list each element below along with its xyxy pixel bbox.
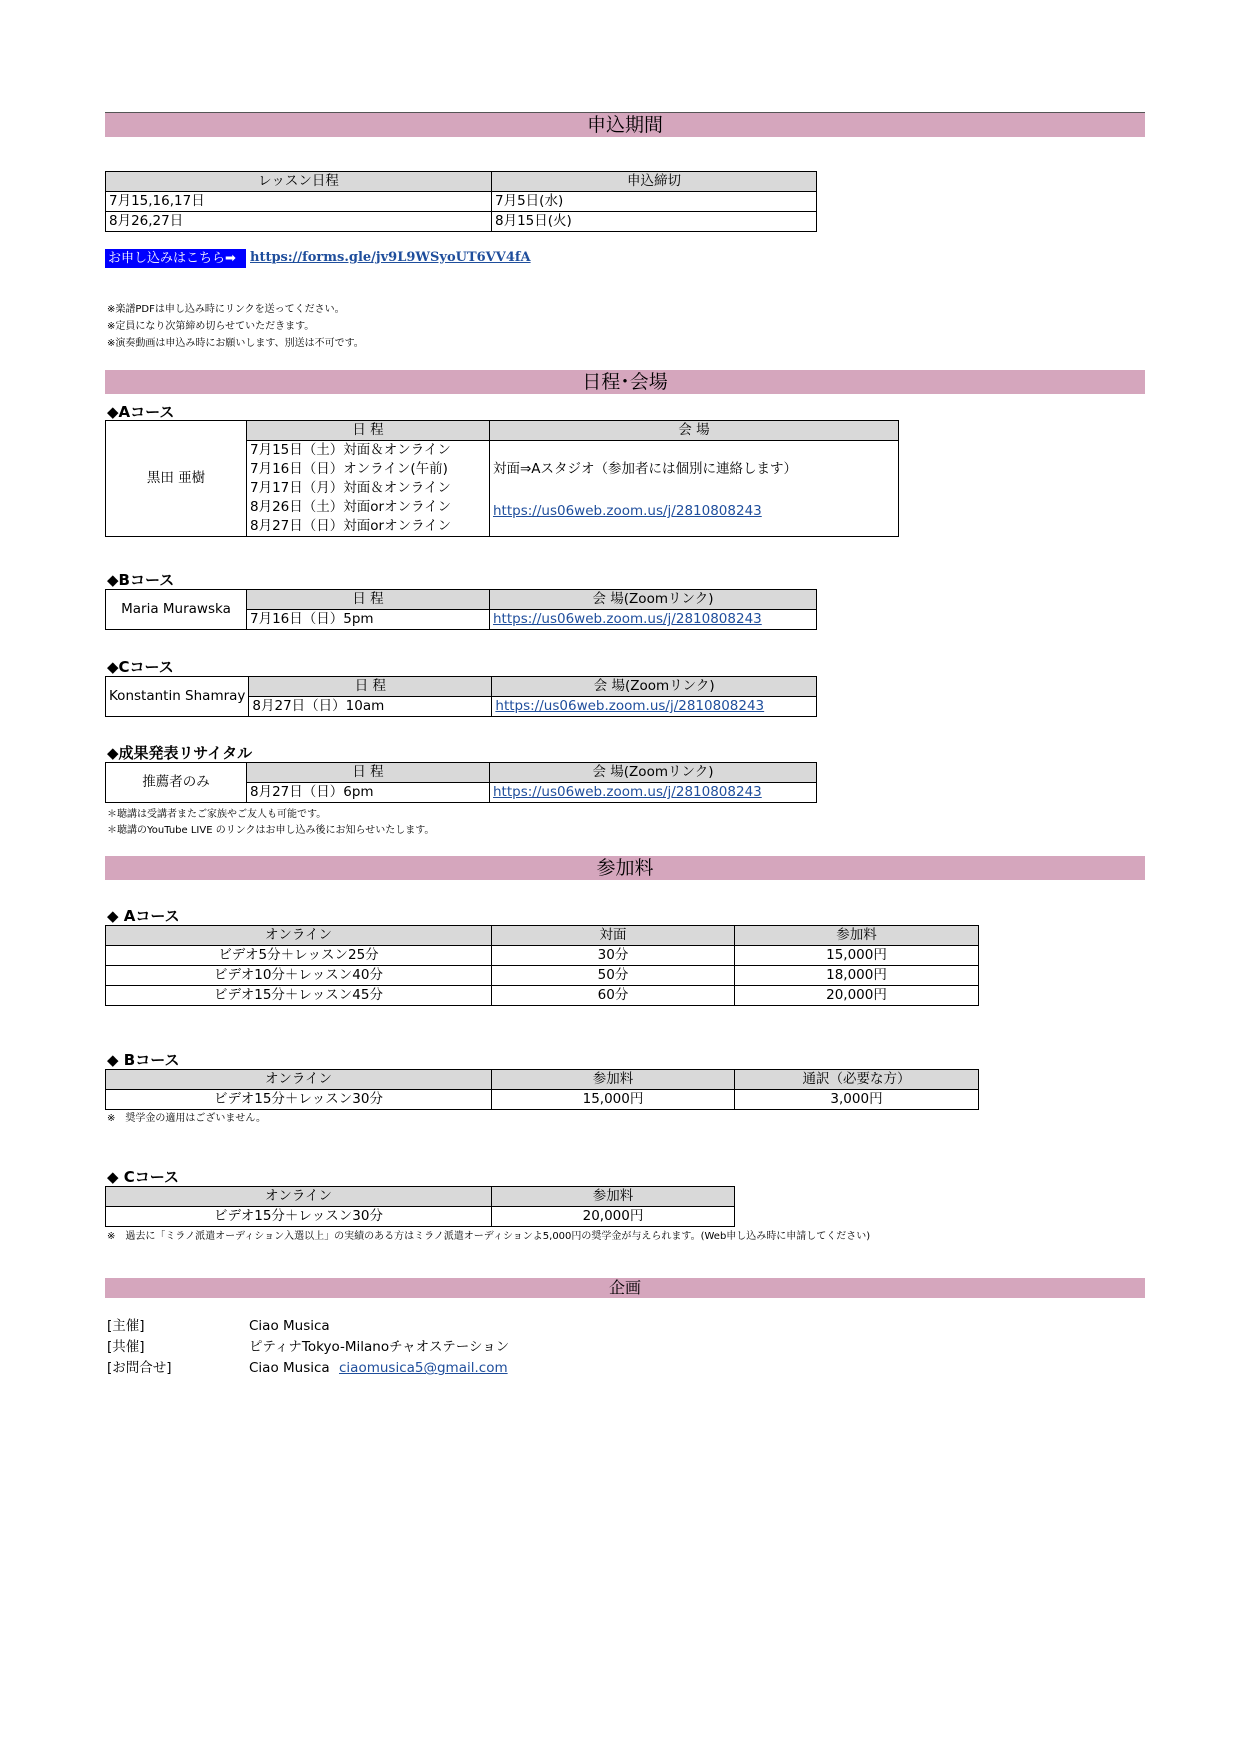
note: ＊聴講は受講者またご家族やご友人も可能です。	[107, 809, 327, 820]
recital-schedule-table	[105, 762, 817, 803]
venue-header: 会 場	[490, 421, 899, 441]
schedule-date: 8月27日（日）6pm	[247, 783, 490, 803]
fee-c-heading: ◆ Cコース	[107, 1168, 180, 1186]
table-header: オンライン	[106, 1070, 492, 1090]
fee-amount: 15,000円	[492, 1090, 735, 1110]
host-label: [主催]	[107, 1318, 145, 1334]
cohost-label: [共催]	[107, 1339, 145, 1355]
venue-header: 会 場(Zoomリンク)	[492, 677, 817, 697]
zoom-link[interactable]: https://us06web.zoom.us/j/2810808243	[493, 503, 762, 519]
date-header: 日 程	[249, 677, 492, 697]
schedule-date: 7月17日（月）対面＆オンライン	[247, 479, 490, 498]
venue-text: 対面⇒Aスタジオ（参加者には個別に連絡します）	[493, 461, 798, 477]
course-c-schedule-table	[105, 676, 817, 717]
cohost-name: ピティナTokyo-Milanoチャオステーション	[249, 1339, 510, 1355]
table-header: 参加料	[492, 1070, 735, 1090]
schedule-date: 7月16日（日）5pm	[247, 610, 490, 630]
section-header-planning: 企画	[105, 1278, 1145, 1298]
table-header: オンライン	[106, 926, 492, 946]
table-header: 対面	[492, 926, 735, 946]
note: ※演奏動画は申込み時にお願いします、別送は不可です。	[107, 338, 364, 349]
application-schedule-table	[105, 171, 817, 232]
schedule-date: 8月27日（日）対面orオンライン	[247, 517, 490, 537]
note: ＊聴講のYouTube LIVE のリンクはお申し込み後にお知らせいたします。	[107, 825, 435, 836]
note: ※楽譜PDFは申し込み時にリンクを送ってください。	[107, 304, 345, 315]
table-row	[106, 986, 979, 1006]
recital-eligibility: 推薦者のみ	[106, 763, 247, 803]
in-person-duration: 60分	[492, 986, 735, 1006]
table-row	[106, 966, 979, 986]
zoom-link[interactable]: https://us06web.zoom.us/j/2810808243	[493, 784, 762, 800]
lesson-dates: 7月15,16,17日	[106, 192, 492, 212]
table-row	[106, 212, 817, 232]
fee-amount: 20,000円	[735, 986, 979, 1006]
schedule-date: 8月26日（土）対面orオンライン	[247, 498, 490, 517]
apply-button[interactable]: お申し込みはこちら➡	[105, 249, 246, 268]
table-row	[106, 192, 817, 212]
schedule-date: 7月15日（土）対面＆オンライン	[247, 441, 490, 461]
schedule-date: 7月16日（日）オンライン(午前)	[247, 460, 490, 479]
course-b-heading: ◆Bコース	[107, 571, 175, 589]
venue-header: 会 場(Zoomリンク)	[490, 763, 817, 783]
host-name: Ciao Musica	[249, 1318, 330, 1334]
fee-plan: ビデオ15分＋レッスン30分	[106, 1090, 492, 1110]
lesson-dates: 8月26,27日	[106, 212, 492, 232]
in-person-duration: 30分	[492, 946, 735, 966]
application-form-link[interactable]: https://forms.gle/jv9L9WSyoUT6VV4fA	[250, 250, 531, 265]
fee-amount: 15,000円	[735, 946, 979, 966]
fee-c-table	[105, 1186, 735, 1227]
table-header: 参加料	[735, 926, 979, 946]
fee-a-heading: ◆ Aコース	[107, 907, 180, 925]
date-header: 日 程	[247, 763, 490, 783]
contact-email-link[interactable]: ciaomusica5@gmail.com	[339, 1360, 508, 1376]
date-header: 日 程	[247, 590, 490, 610]
table-header: オンライン	[106, 1187, 492, 1207]
table-row	[106, 1207, 735, 1227]
section-header-schedule-venue: 日程･会場	[105, 370, 1145, 394]
note: ※ 過去に「ミラノ派遣オーディション入選以上」の実績のある方はミラノ派遣オーディションよ5,000円の奨学金が与えられます。(Web申し込み時に申請してください)	[107, 1231, 871, 1242]
teacher-name: 黒田 亜樹	[106, 421, 247, 537]
fee-plan: ビデオ10分＋レッスン40分	[106, 966, 492, 986]
table-header: 参加料	[492, 1187, 735, 1207]
fee-b-heading: ◆ Bコース	[107, 1051, 180, 1069]
recital-heading: ◆成果発表リサイタル	[107, 744, 253, 762]
note: ※定員になり次第締め切らせていただきます。	[107, 321, 315, 332]
course-a-schedule-table	[105, 420, 899, 537]
teacher-name: Maria Murawska	[106, 590, 247, 630]
interpreter-fee: 3,000円	[735, 1090, 979, 1110]
zoom-link[interactable]: https://us06web.zoom.us/j/2810808243	[495, 698, 765, 714]
table-header: レッスン日程	[106, 172, 492, 192]
fee-plan: ビデオ5分＋レッスン25分	[106, 946, 492, 966]
fee-b-table	[105, 1069, 979, 1110]
fee-plan: ビデオ15分＋レッスン30分	[106, 1207, 492, 1227]
course-b-schedule-table	[105, 589, 817, 630]
date-header: 日 程	[247, 421, 490, 441]
contact-name: Ciao Musica	[249, 1360, 330, 1376]
deadline: 7月5日(水)	[492, 192, 817, 212]
table-row	[106, 1090, 979, 1110]
table-row	[106, 946, 979, 966]
course-a-heading: ◆Aコース	[107, 403, 175, 421]
fee-amount: 18,000円	[735, 966, 979, 986]
fee-amount: 20,000円	[492, 1207, 735, 1227]
fee-a-table	[105, 925, 979, 1006]
contact-label: [お問合せ]	[107, 1360, 172, 1376]
in-person-duration: 50分	[492, 966, 735, 986]
teacher-name: Konstantin Shamray	[106, 677, 249, 717]
fee-plan: ビデオ15分＋レッスン45分	[106, 986, 492, 1006]
note: ※ 奨学金の適用はございません。	[107, 1113, 266, 1124]
deadline: 8月15日(火)	[492, 212, 817, 232]
venue-header: 会 場(Zoomリンク)	[490, 590, 817, 610]
section-header-fees: 参加料	[105, 856, 1145, 880]
schedule-date: 8月27日（日）10am	[249, 697, 492, 717]
table-header: 通訳（必要な方）	[735, 1070, 979, 1090]
zoom-link[interactable]: https://us06web.zoom.us/j/2810808243	[493, 611, 762, 627]
table-header: 申込締切	[492, 172, 817, 192]
course-c-heading: ◆Cコース	[107, 658, 174, 676]
section-header-application-period: 申込期間	[105, 113, 1145, 137]
